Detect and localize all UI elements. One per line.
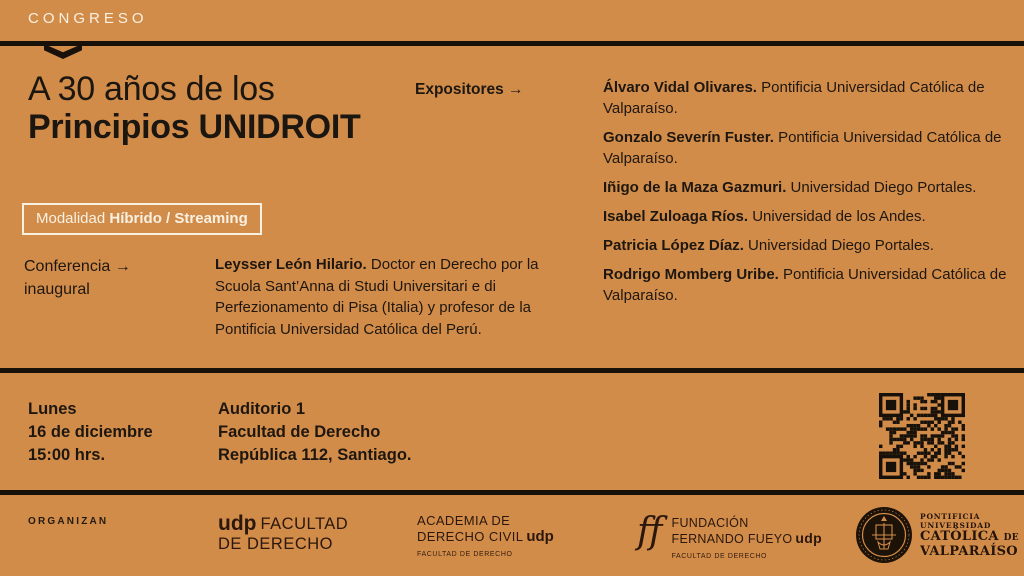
expositor-affiliation: Universidad Diego Portales. bbox=[790, 179, 977, 196]
pucv-line2: UNIVERSIDAD bbox=[920, 520, 992, 530]
title-line-1: A 30 años de los bbox=[28, 70, 275, 108]
pucv-line4: VALPARAÍSO bbox=[920, 543, 1018, 559]
academia-udp-brand: udp bbox=[526, 528, 554, 545]
academia-line1: ACADEMIA DE bbox=[417, 513, 511, 528]
speaker-name: Leysser León Hilario. bbox=[215, 256, 367, 273]
fundacion-line1: FUNDACIÓN bbox=[671, 516, 749, 530]
pucv-line3 bbox=[920, 530, 1019, 545]
expositor-name: Iñigo de la Maza Gazmuri. bbox=[603, 179, 787, 196]
organizan-label: ORGANIZAN bbox=[28, 516, 109, 527]
kicker-congreso: CONGRESO bbox=[28, 10, 148, 27]
top-divider bbox=[0, 41, 1024, 46]
page-title bbox=[28, 70, 360, 146]
fundacion-line3: FACULTAD DE DERECHO bbox=[671, 553, 768, 560]
expositor-name: Rodrigo Momberg Uribe. bbox=[603, 266, 779, 283]
pucv-catolica: CATÓLICA bbox=[920, 528, 999, 544]
event-date: 16 de diciembre bbox=[28, 423, 153, 441]
expositor-name: Isabel Zuloaga Ríos. bbox=[603, 208, 749, 225]
venue-line2: Facultad de Derecho bbox=[218, 423, 381, 441]
middle-divider bbox=[0, 368, 1024, 373]
udp-logo-line2: DE DERECHO bbox=[218, 535, 334, 553]
expositor-item bbox=[603, 264, 1017, 306]
fundacion-udp-brand: udp bbox=[795, 530, 822, 546]
expositor-name: Gonzalo Severín Fuster. bbox=[603, 129, 774, 146]
event-time: 15:00 hrs. bbox=[28, 446, 106, 464]
expositor-item bbox=[603, 206, 1017, 227]
expositores-list bbox=[603, 77, 1017, 314]
expositor-item bbox=[603, 77, 1017, 119]
chevron-down-icon bbox=[44, 44, 82, 59]
venue-line3: República 112, Santiago. bbox=[218, 446, 412, 464]
conference-label bbox=[24, 255, 131, 301]
modality-label: Modalidad bbox=[36, 210, 106, 227]
qr-code bbox=[879, 393, 965, 479]
speaker-description: Doctor en Derecho por la Scuola Sant’Anna di Studi Universitari e di Perfezionamento di Pisa (Italia) y profesor de la Pontificia Universidad Católica del Perú. bbox=[215, 256, 539, 338]
fundacion-line2 bbox=[672, 531, 822, 547]
conference-speaker-bio bbox=[215, 254, 565, 340]
udp-brand: udp bbox=[218, 512, 257, 535]
fundacion-text-block bbox=[672, 512, 822, 564]
expositor-affiliation: Universidad Diego Portales. bbox=[748, 237, 934, 254]
modality-badge bbox=[22, 203, 262, 235]
pucv-text-block bbox=[920, 512, 1019, 559]
expositor-name: Álvaro Vidal Olivares. bbox=[603, 79, 757, 96]
expositor-name: Patricia López Díaz. bbox=[603, 237, 744, 254]
expositores-label: Expositores → bbox=[415, 81, 524, 98]
expositor-affiliation: Universidad de los Andes. bbox=[752, 208, 926, 225]
venue-line1: Auditorio 1 bbox=[218, 400, 306, 418]
fundacion-line2-text: FERNANDO FUEYO bbox=[671, 532, 793, 546]
expositor-affiliation: Pontificia Universidad Católica de Valparaíso. bbox=[603, 79, 985, 117]
event-day: Lunes bbox=[28, 400, 77, 418]
bottom-divider bbox=[0, 490, 1024, 495]
pucv-line1: PONTIFICIA bbox=[920, 511, 981, 521]
expositor-affiliation: Pontificia Universidad Católica de Valparaíso. bbox=[603, 129, 1002, 167]
udp-logo-line1 bbox=[218, 514, 348, 534]
academia-line3: FACULTAD DE DERECHO bbox=[417, 551, 513, 558]
conference-label-line2: inaugural bbox=[24, 281, 90, 298]
event-venue-block bbox=[218, 398, 411, 467]
academia-derecho-civil-logo bbox=[417, 513, 554, 563]
fundacion-ff-mark-icon: ff bbox=[637, 511, 663, 552]
academia-line2-text: DERECHO CIVIL bbox=[417, 529, 524, 544]
pucv-seal-icon bbox=[855, 506, 913, 564]
event-date-block bbox=[28, 398, 153, 467]
academia-line2 bbox=[417, 529, 554, 545]
expositor-item bbox=[603, 127, 1017, 169]
udp-facultad-derecho-logo bbox=[218, 514, 348, 554]
pucv-logo bbox=[855, 506, 1019, 564]
title-line-2: Principios UNIDROIT bbox=[28, 108, 361, 146]
modality-value: Híbrido / Streaming bbox=[109, 210, 248, 227]
expositor-item bbox=[603, 235, 1017, 256]
expositor-item bbox=[603, 177, 1017, 198]
conference-label-line1: Conferencia → bbox=[24, 258, 131, 275]
fundacion-fernando-fueyo-logo bbox=[637, 512, 822, 564]
udp-facultad: FACULTAD bbox=[260, 515, 349, 533]
pucv-de: DE bbox=[1003, 532, 1019, 543]
expositor-affiliation: Pontificia Universidad Católica de Valparaíso. bbox=[603, 266, 1007, 304]
